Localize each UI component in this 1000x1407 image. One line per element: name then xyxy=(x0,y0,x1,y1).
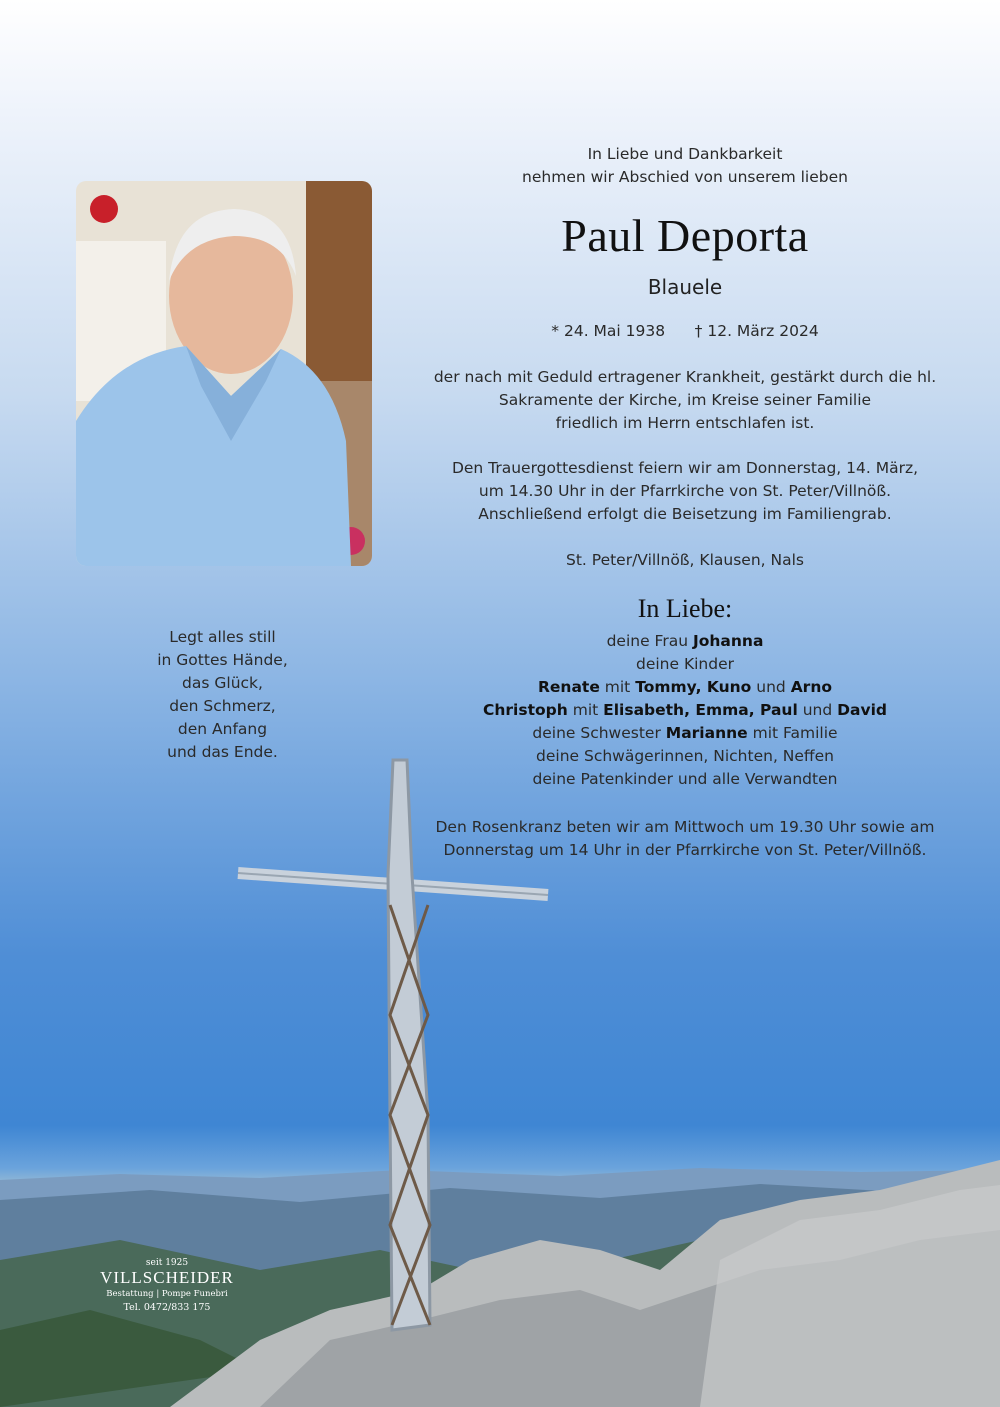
poem-line: den Schmerz, xyxy=(169,697,276,715)
poem-line: das Glück, xyxy=(182,674,263,692)
passing-line-1: der nach mit Geduld ertragener Krankheit, gestärkt durch die hl. xyxy=(433,368,937,386)
poem-line: in Gottes Hände, xyxy=(157,651,288,669)
life-dates xyxy=(420,320,950,343)
intro-line-2: nehmen wir Abschied von unserem lieben xyxy=(522,168,848,186)
poem-line: und das Ende. xyxy=(167,743,278,761)
funeral-home-logo xyxy=(92,1258,242,1316)
logo-phone: Tel. 0472/833 175 xyxy=(123,1302,211,1313)
mourners-heading: In Liebe: xyxy=(637,594,733,623)
mourner-family-1: Renate mit Tommy, Kuno und Arno xyxy=(537,678,833,696)
intro-line-1: In Liebe und Dankbarkeit xyxy=(587,145,783,163)
places: St. Peter/Villnöß, Klausen, Nals xyxy=(566,551,804,569)
mourner-inlaws: deine Schwägerinnen, Nichten, Neffen xyxy=(536,747,834,765)
logo-name: VILLSCHEIDER xyxy=(100,1268,234,1287)
rosary-line-2: Donnerstag um 14 Uhr in der Pfarrkirche von St. Peter/Villnöß. xyxy=(443,841,927,859)
rosary-line-1: Den Rosenkranz beten wir am Mittwoch um 19.30 Uhr sowie am xyxy=(435,818,935,836)
portrait-photo xyxy=(76,181,372,566)
service-line-3: Anschließend erfolgt die Beisetzung im Familiengrab. xyxy=(478,505,892,523)
passing-line-3: friedlich im Herrn entschlafen ist. xyxy=(555,414,815,432)
poem-line: den Anfang xyxy=(177,720,268,738)
logo-subtitle: Bestattung | Pompe Funebri xyxy=(106,1289,228,1299)
mourner-relatives: deine Patenkinder und alle Verwandten xyxy=(532,770,838,788)
service-line-2: um 14.30 Uhr in der Pfarrkirche von St. Peter/Villnöß. xyxy=(478,482,892,500)
mourner-wife: deine Frau Johanna xyxy=(606,632,764,650)
rosary-block xyxy=(420,816,950,862)
mourner-children-label: deine Kinder xyxy=(635,655,734,673)
passing-block xyxy=(420,366,950,435)
mourner-family-2: Christoph mit Elisabeth, Emma, Paul und David xyxy=(483,701,887,719)
poem-line: Legt alles still xyxy=(169,628,276,646)
service-line-1: Den Trauergottesdienst feiern wir am Donnerstag, 14. März, xyxy=(451,459,919,477)
birth-date: * 24. Mai 1938 xyxy=(551,322,666,340)
mourners-block xyxy=(420,594,950,791)
passing-line-2: Sakramente der Kirche, im Kreise seiner Familie xyxy=(498,391,872,409)
deceased-nickname: Blauele xyxy=(647,275,723,299)
deceased-block xyxy=(420,208,950,264)
death-date: † 12. März 2024 xyxy=(694,322,819,340)
poem xyxy=(130,626,315,764)
mourner-sister: deine Schwester Marianne mit Familie xyxy=(532,724,838,742)
service-block xyxy=(420,457,950,526)
deceased-name: Paul Deporta xyxy=(561,210,809,261)
logo-since: seit 1925 xyxy=(145,1258,189,1268)
intro-block xyxy=(420,143,950,189)
